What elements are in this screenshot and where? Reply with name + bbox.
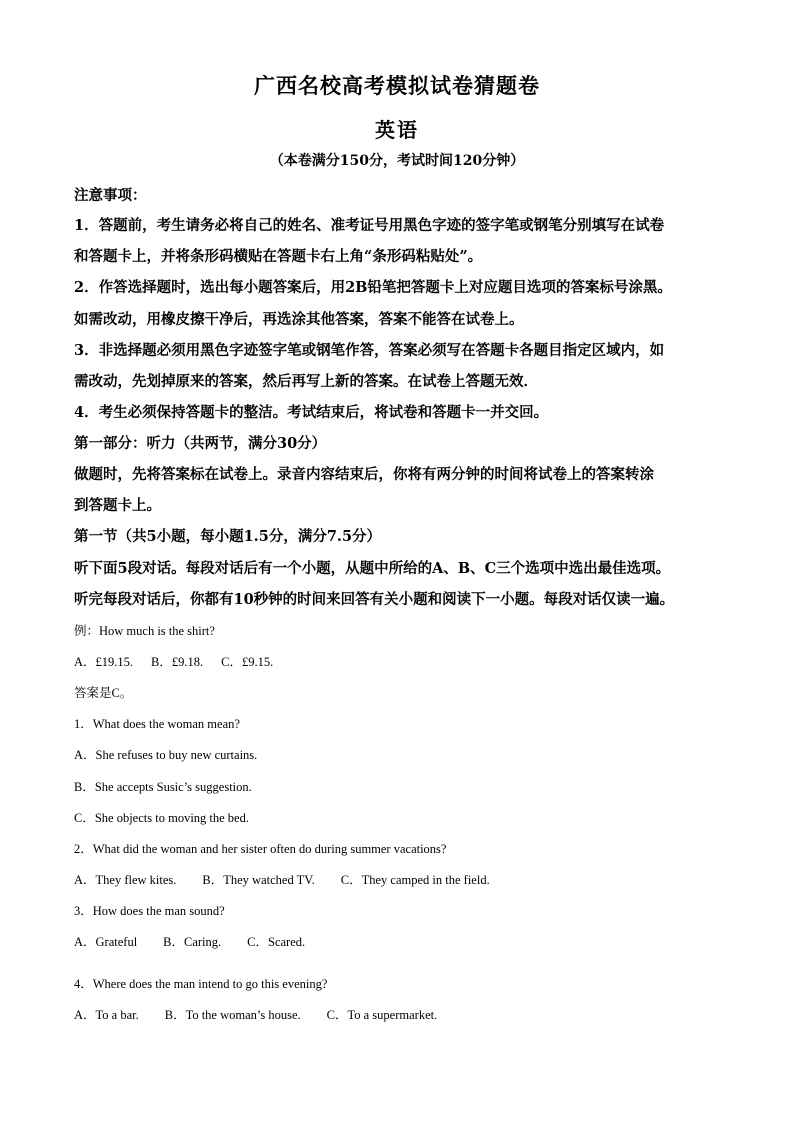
example-options — [74, 652, 273, 670]
question-3-option-a: A．Grateful — [74, 935, 138, 949]
example-option-b: B．£9.18. — [151, 655, 204, 669]
question-1-option-a: A．She refuses to buy new curtains. — [74, 748, 258, 762]
notice-item-1-line-1: 1．答题前，考生请务必将自己的姓名、准考证号用黑色字迹的签字笔或钢笔分别填写在试卷 — [74, 217, 665, 234]
notice-item-2-line-1: 2．作答选择题时，选出每小题答案后，用2B铅笔把答题卡上对应题目选项的答案标号涂黑。 — [74, 279, 672, 296]
question-4-option-a: A．To a bar. — [74, 1008, 139, 1022]
notice-item-3-line-2: 需改动，先划掉原来的答案，然后再写上新的答案。在试卷上答题无效． — [74, 373, 538, 390]
section1-heading: 第一节（共5小题，每小题1.5分，满分7.5分） — [74, 528, 382, 545]
notice-heading: 注意事项： — [74, 187, 147, 204]
example-option-a: A．£19.15. — [74, 655, 134, 669]
question-3-option-c: C．Scared. — [247, 935, 306, 949]
question-2-option-b: B．They watched TV. — [202, 873, 315, 887]
question-1-stem: 1．What does the woman mean? — [74, 717, 240, 731]
question-4-options — [74, 1005, 437, 1023]
exam-info: （本卷满分150分，考试时间120分钟） — [269, 153, 525, 169]
part1-heading: 第一部分：听力（共两节，满分30分） — [74, 435, 327, 452]
question-3-stem: 3．How does the man sound? — [74, 904, 225, 918]
notice-item-1-line-2: 和答题卡上，并将条形码横贴在答题卡右上角“条形码粘贴处”。 — [74, 248, 483, 265]
question-2-stem: 2．What did the woman and her sister often do during summer vacations? — [74, 842, 447, 856]
section1-intro-line-2: 听完每段对话后，你都有10秒钟的时间来回答有关小题和阅读下一小题。每段对话仅读一遍。 — [74, 591, 675, 608]
exam-title: 广西名校高考模拟试卷猜题卷 — [254, 73, 540, 98]
subject-title: 英语 — [375, 118, 419, 142]
example-answer: 答案是C。 — [74, 686, 133, 700]
question-1-option-b: B．She accepts Susic’s suggestion. — [74, 780, 252, 794]
question-2-options — [74, 870, 490, 888]
question-3-options — [74, 932, 305, 950]
section1-intro-line-1: 听下面5段对话。每段对话后有一个小题，从题中所给的A、B、C三个选项中选出最佳选项。 — [74, 560, 671, 577]
question-2-option-c: C．They camped in the field. — [340, 873, 490, 887]
question-4-option-c: C．To a supermarket. — [326, 1008, 438, 1022]
example-option-c: C．£9.15. — [221, 655, 274, 669]
example-question: 例：How much is the shirt? — [74, 624, 215, 638]
notice-item-4: 4．考生必须保持答题卡的整洁。考试结束后，将试卷和答题卡一并交回。 — [74, 404, 549, 421]
question-4-stem: 4．Where does the man intend to go this evening? — [74, 977, 328, 991]
part1-intro-line-2: 到答题卡上。 — [74, 497, 161, 514]
question-3-option-b: B．Caring. — [163, 935, 222, 949]
notice-item-2-line-2: 如需改动，用橡皮擦干净后，再选涂其他答案，答案不能答在试卷上。 — [74, 311, 524, 328]
part1-intro-line-1: 做题时，先将答案标在试卷上。录音内容结束后，你将有两分钟的时间将试卷上的答案转涂 — [74, 466, 654, 483]
question-4-option-b: B．To the woman’s house. — [164, 1008, 301, 1022]
question-2-option-a: A．They flew kites. — [74, 873, 177, 887]
notice-item-3-line-1: 3．非选择题必须用黑色字迹签字笔或钢笔作答，答案必须写在答题卡各题目指定区域内，如 — [74, 342, 665, 359]
question-1-option-c: C．She objects to moving the bed. — [74, 811, 249, 825]
